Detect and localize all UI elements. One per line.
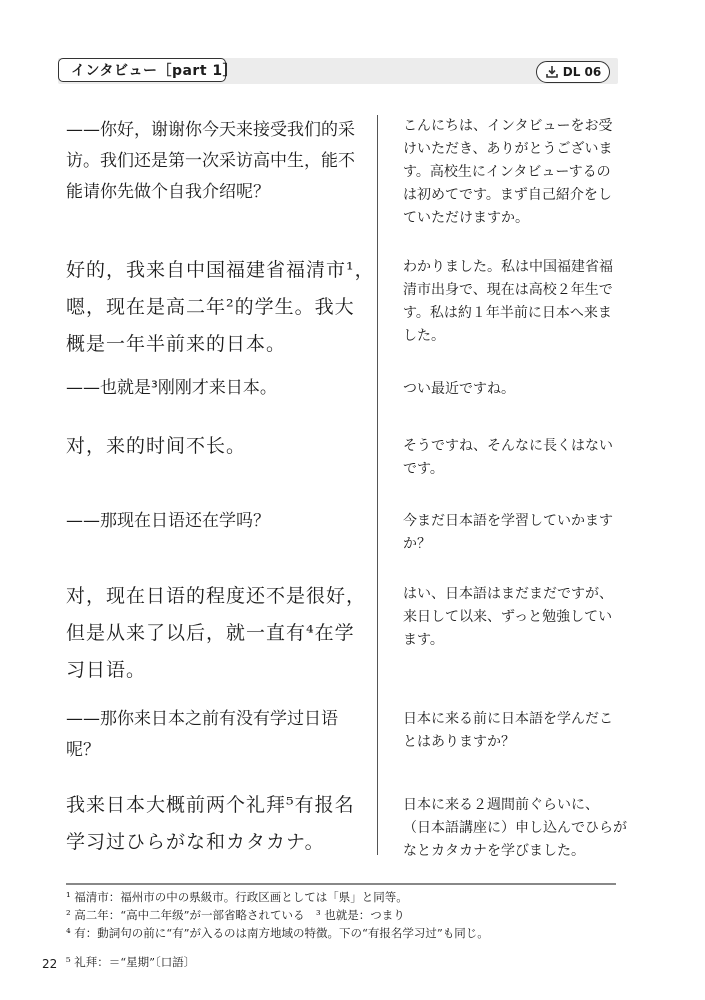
section-header-tab: [58, 58, 238, 82]
footnote-2: ² 高二年：“高中二年级”が一部省略されている ³ 也就是：つまり: [66, 908, 405, 922]
column-divider: [377, 115, 378, 855]
zh-question-5: ——那现在日语还在学吗？: [66, 511, 270, 531]
ja-translation-4: そうですね、そんなに長くはない です。: [403, 438, 613, 477]
zh-question-3: ——也就是³刚刚才来日本。: [66, 378, 277, 398]
zh-answer-6: 对，现在日语的程度还不是很好， 但是从来了以后，就一直有⁴在学 习日语。: [66, 585, 367, 681]
zh-answer-8: 我来日本大概前两个礼拜⁵有报名 学习过ひらがな和カタカナ。: [66, 794, 355, 853]
ja-translation-5: 今まだ日本語を学習していかます か？: [403, 513, 613, 552]
footnote-3: ⁴ 有：動詞句の前に“有”が入るのは南方地域の特徴。下の“有报名学习过”も同じ。: [66, 926, 489, 940]
section-title: インタビュー［part 1］: [71, 63, 238, 79]
zh-question-1: ——你好，谢谢你今天来接受我们的采 访。我们还是第一次采访高中生，能不 能请你先做个自我介绍呢？: [66, 120, 355, 202]
zh-answer-4: 对，来的时间不长。: [66, 435, 247, 457]
ja-translation-6: はい、日本語はまだまだですが、 来日して以来、ずっと勉強してい ます。: [403, 586, 613, 648]
ja-translation-7: 日本に来る前に日本語を学んだこ とはありますか？: [403, 711, 613, 750]
ja-translation-3: つい最近ですね。: [403, 381, 515, 397]
page-number: 22: [42, 957, 58, 971]
ja-translation-8: 日本に来る２週間前ぐらいに、 （日本語講座に）申し込んでひらが なとカタカナを学びました。: [403, 797, 627, 859]
ja-translation-2: わかりました。私は中国福建省福 清市出身で、現在は高校２年生で す。私は約１年半前に日本へ来ま した。: [403, 259, 613, 344]
footnote-1: ¹ 福清市：福州市の中の県級市。行政区画としては「県」と同等。: [66, 890, 408, 904]
ja-translation-1: こんにちは、インタビューをお受 けいただき、ありがとうございま す。高校生にインタビューするの は初めてです。まず自己紹介をし ていただけますか。: [403, 118, 613, 226]
footnote-rule: [66, 883, 616, 885]
download-label: DL 06: [562, 65, 602, 79]
zh-question-7: ——那你来日本之前有没有学过日语 呢？: [66, 709, 338, 760]
download-badge[interactable]: [536, 61, 610, 83]
download-icon: [545, 65, 559, 79]
zh-answer-2: 好的，我来自中国福建省福清市¹， 嗯，现在是高二年²的学生。我大 概是一年半前来的日本。: [66, 259, 375, 355]
footnote-4: ⁵ 礼拜：＝“星期”〔口語〕: [66, 955, 196, 969]
